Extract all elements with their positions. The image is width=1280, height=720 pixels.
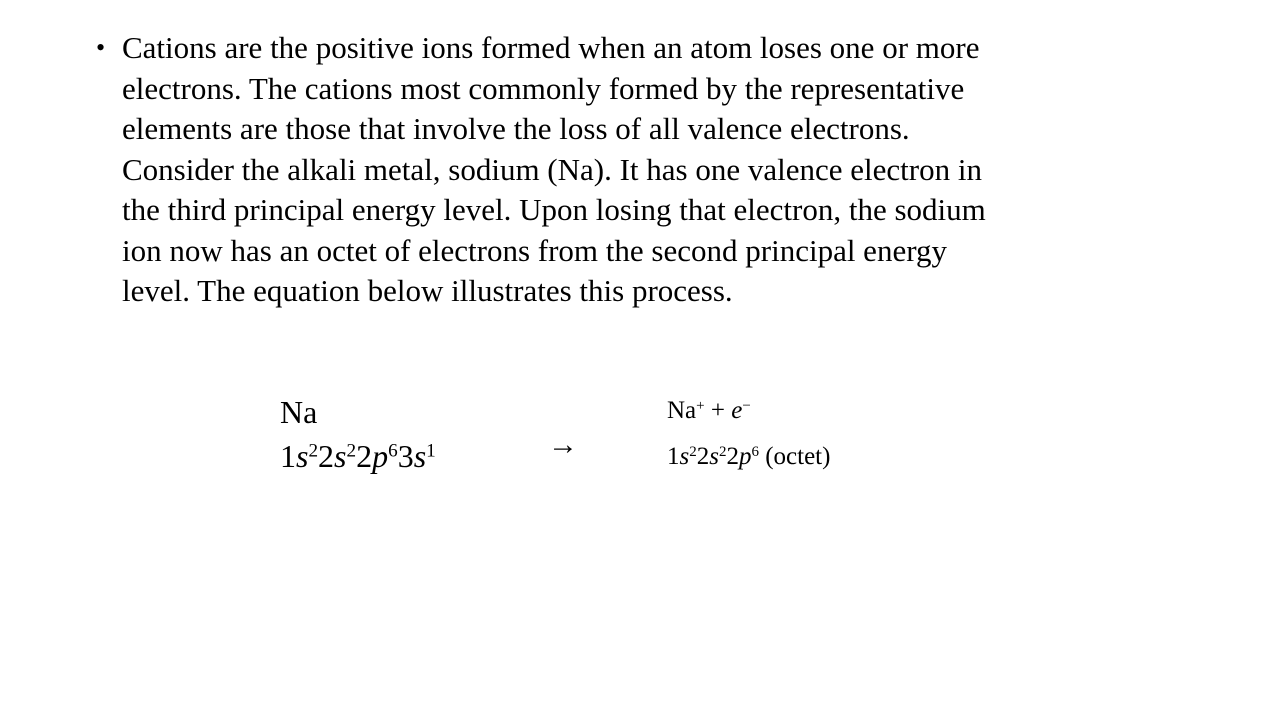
reactant-symbol: Na — [280, 394, 318, 430]
bullet-marker: • — [96, 33, 106, 62]
reactant-electron-configuration: $1s^22s^22p^63s^1$ — [280, 438, 436, 474]
paragraph-line: Cations are the positive ions formed when an atom loses one or more — [122, 30, 980, 65]
ion-charge: + — [696, 397, 705, 414]
bullet-paragraph — [96, 28, 1186, 312]
octet-note: (octet) — [758, 443, 831, 470]
plus-sign: + — [704, 397, 732, 424]
paragraph-line: Consider the alkali metal, sodium (Na). It has one valence electron in — [122, 151, 982, 187]
product-electron-configuration: $1s^22s^22p^6$ (octet) — [667, 443, 831, 470]
reactant — [280, 390, 436, 478]
product-species — [667, 388, 830, 434]
paragraph-line: the third principal energy level. Upon losing that electron, the sodium — [122, 192, 986, 227]
electron-charge: − — [742, 397, 751, 414]
paragraph-line: ion now has an octet of electrons from the second principal energy — [122, 232, 947, 268]
electron-symbol: e — [731, 397, 743, 424]
paragraph-line: elements are those that involve the loss of all valence electrons. — [122, 111, 910, 146]
ion-symbol: Na — [667, 397, 697, 424]
paragraph-line: level. The equation below illustrates this process. — [122, 273, 733, 308]
bullet-text — [122, 28, 1186, 312]
paragraph-line: electrons. The cations most commonly formed by the representative — [122, 70, 965, 106]
product — [667, 388, 830, 480]
reaction-arrow: → — [548, 428, 578, 461]
